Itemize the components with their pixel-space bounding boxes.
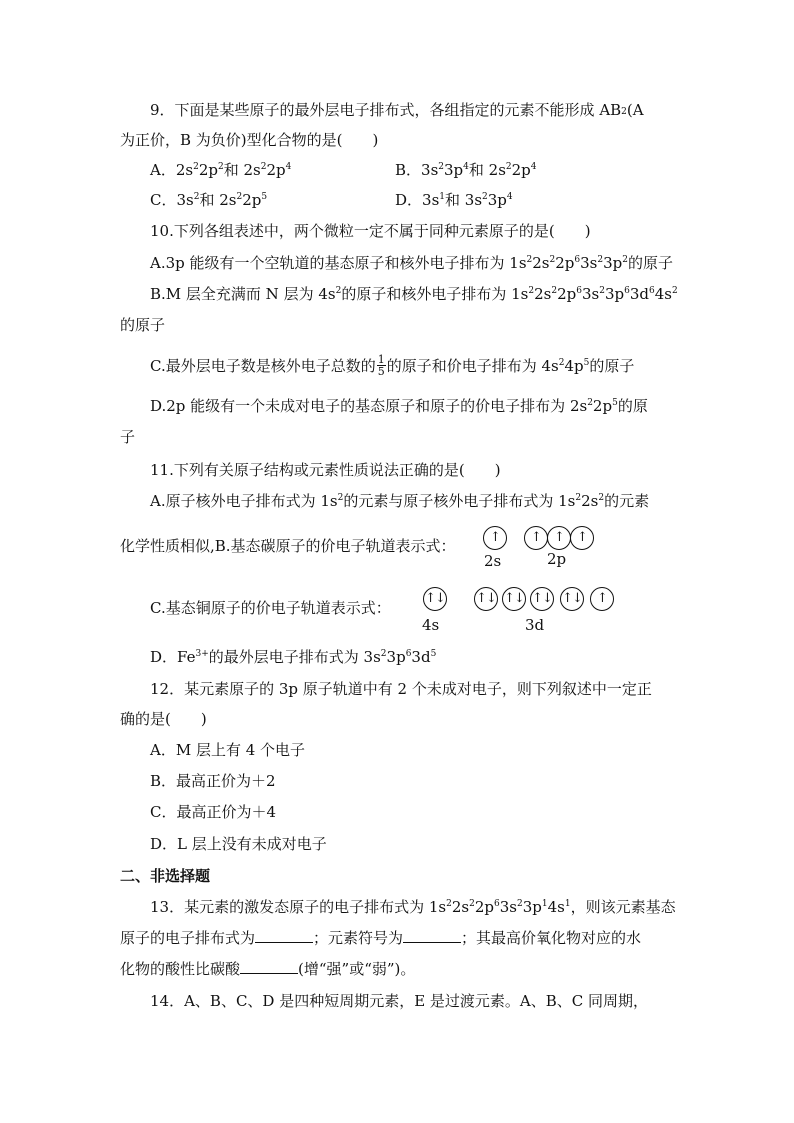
q9-option-c: C．$3s^2$和 $2s^22p^5$: [150, 191, 268, 209]
orbital-3d-2: ↑↓: [502, 587, 526, 611]
q9-option-a: A．$2s^22p^2$和 $2s^22p^4$: [150, 161, 292, 179]
orbital-label-4s: 4s: [422, 616, 440, 634]
orbital-3d-3: ↑↓: [530, 587, 554, 611]
q10-stem: 10.下列各组表述中，两个微粒一定不属于同种元素原子的是( ): [150, 222, 591, 240]
q12-option-b: B．最高正价为＋2: [150, 772, 276, 790]
q9-stem-line2: 为正价，B 为负价)型化合物的是( ): [120, 131, 379, 149]
q11-option-a-line1: A.原子核外电子排布式为 $1s^2$的元素与原子核外电子排布式为 $1s^22s^2$的元素: [150, 492, 650, 510]
section-heading-non-choice: 二、非选择题: [120, 867, 211, 885]
answer-blank-config[interactable]: [255, 928, 313, 943]
orbital-label-2s: 2s: [484, 552, 502, 570]
q10-option-d-line1: D.2p 能级有一个未成对电子的基态原子和原子的价电子排布为 $2s^22p^5$的原: [150, 397, 648, 415]
q13-line1: 13．某元素的激发态原子的电子排布式为 $1s^22s^22p^63s^23p^14s^1$，则该元素基态: [150, 898, 676, 916]
orbital-4s: ↑↓: [423, 587, 447, 611]
q13-line3: 化物的酸性比碳酸 (增“强”或“弱”)。: [120, 960, 416, 978]
q14-line1: 14．A、B、C、D 是四种短周期元素，E 是过渡元素。A、B、C 同周期，: [150, 992, 649, 1010]
q12-option-c: C．最高正价为＋4: [150, 803, 277, 821]
q10-option-c: C.最外层电子数是核外电子总数的 $\frac{1}{5}$ 的原子和价电子排布为 $4s^24p^5$的原子: [150, 352, 635, 378]
orbital-3d-1: ↑↓: [474, 587, 498, 611]
orbital-3d-5: ↑: [590, 587, 614, 611]
q12-option-a: A．M 层上有 4 个电子: [150, 741, 306, 759]
answer-blank-acidity[interactable]: [240, 959, 298, 974]
orbital-label-3d: 3d: [525, 616, 545, 634]
q10-option-b-line2: 的原子: [120, 316, 166, 334]
q10-option-d-line2: 子: [120, 428, 136, 446]
q9-option-d: D．$3s^1$和 $3s^23p^4$: [395, 191, 513, 209]
orbital-2s: ↑: [483, 526, 507, 550]
orbital-2p-3: ↑: [570, 526, 594, 550]
orbital-label-2p: 2p: [547, 550, 567, 568]
q11-stem: 11.下列有关原子结构或元素性质说法正确的是( ): [150, 461, 501, 479]
q9-option-b: B．$3s^23p^4$和 $2s^22p^4$: [395, 161, 537, 179]
q12-stem-line1: 12．某元素原子的 3p 原子轨道中有 2 个未成对电子，则下列叙述中一定正: [150, 680, 652, 698]
q9-stem-line1: [150, 100, 644, 120]
answer-blank-symbol[interactable]: [403, 928, 461, 943]
q9-text: 9．下面是某些原子的最外层电子排布式，各组指定的元素不能形成 AB: [150, 101, 622, 119]
q12-option-d: D．L 层上没有未成对电子: [150, 835, 327, 853]
orbital-2p-2: ↑: [547, 526, 571, 550]
q9-text-b: (A: [626, 101, 644, 119]
q11-option-a-line2: 化学性质相似,B.基态碳原子的价电子轨道表示式：: [120, 537, 456, 555]
q9-sub: 2: [621, 107, 627, 117]
q11-option-c: C.基态铜原子的价电子轨道表示式：: [150, 599, 391, 617]
q12-stem-line2: 确的是( ): [120, 710, 207, 728]
q13-line2: 原子的电子排布式为 ；元素符号为 ；其最高价氧化物对应的水: [120, 929, 642, 947]
orbital-2p-1: ↑: [524, 526, 548, 550]
q11-option-d: D．$Fe^{3+}$的最外层电子排布式为 $3s^23p^63d^5$: [150, 648, 437, 666]
orbital-3d-4: ↑↓: [560, 587, 584, 611]
fraction-one-fifth: $\frac{1}{5}$: [377, 352, 385, 378]
q10-option-b-line1: B.M 层全充满而 N 层为 $4s^2$的原子和核外电子排布为 $1s^22s^22p^63s^23p^63d^64s^2$: [150, 285, 678, 303]
q10-option-a: A.3p 能级有一个空轨道的基态原子和核外电子排布为 $1s^22s^22p^63s^23p^2$的原子: [150, 254, 674, 272]
